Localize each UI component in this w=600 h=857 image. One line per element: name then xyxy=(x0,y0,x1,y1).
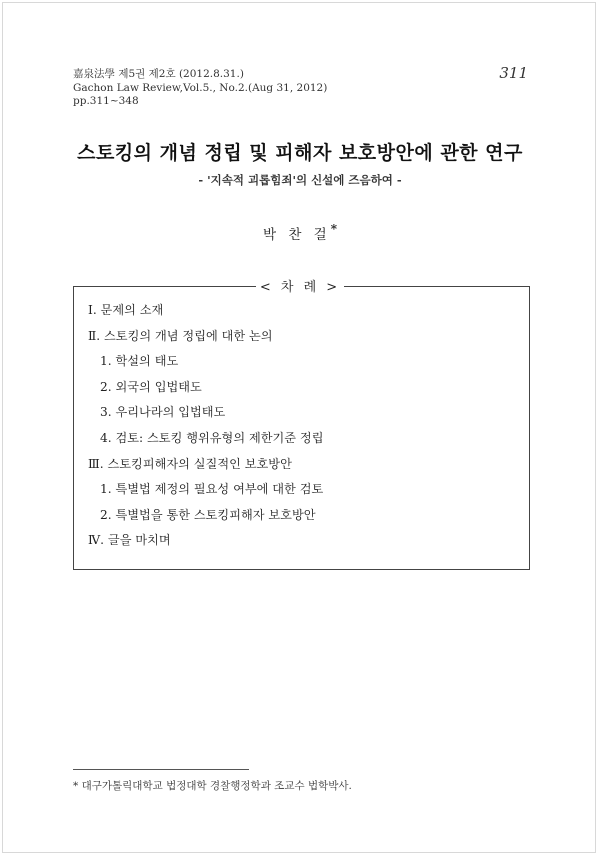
journal-citation-korean: 嘉泉法學 제5권 제2호 (2012.8.31.) xyxy=(73,68,244,80)
toc-item-section-4: Ⅳ. 글을 마치며 xyxy=(88,533,171,548)
toc-item-section-2: Ⅱ. 스토킹의 개념 정립에 대한 논의 xyxy=(88,328,273,343)
article-subtitle: - '지속적 괴롭힘죄'의 신설에 즈음하여 - xyxy=(198,173,402,187)
toc-item-section-2-4: 4. 검토: 스토킹 행위유형의 제한기준 정립 xyxy=(100,430,324,445)
toc-item-section-1: Ⅰ. 문제의 소재 xyxy=(88,303,164,317)
toc-heading-right-bracket: > xyxy=(326,280,341,295)
toc-heading xyxy=(0,276,600,295)
author-footnote: * 대구가톨릭대학교 법정대학 경찰행정학과 조교수 법학박사. xyxy=(73,780,352,792)
footnote-divider xyxy=(73,769,249,770)
toc-heading-left-bracket: < xyxy=(259,280,274,295)
toc-list xyxy=(88,302,323,558)
page-number: 311 xyxy=(499,64,528,82)
author-name: 박 찬 걸 xyxy=(263,227,331,243)
author-line xyxy=(0,222,600,243)
journal-meta xyxy=(73,68,327,109)
toc-item-section-2-3: 3. 우리나라의 입법태도 xyxy=(100,405,226,420)
toc-item-section-3-1: 1. 특별법 제정의 필요성 여부에 대한 검토 xyxy=(100,482,324,497)
toc-item-section-2-1: 1. 학설의 태도 xyxy=(100,354,179,369)
toc-item-section-2-2: 2. 외국의 입법태도 xyxy=(100,379,202,394)
author-footnote-mark: * xyxy=(330,222,337,236)
toc-heading-label: 차 례 xyxy=(280,280,320,295)
toc-item-section-3-2: 2. 특별법을 통한 스토킹피해자 보호방안 xyxy=(100,507,316,522)
journal-page-range: pp.311~348 xyxy=(73,95,139,107)
toc-item-section-3: Ⅲ. 스토킹피해자의 실질적인 보호방안 xyxy=(88,456,292,471)
journal-citation-english: Gachon Law Review,Vol.5., No.2.(Aug 31, 2012) xyxy=(73,81,328,94)
article-title: 스토킹의 개념 정립 및 피해자 보호방안에 관한 연구 xyxy=(77,142,523,164)
